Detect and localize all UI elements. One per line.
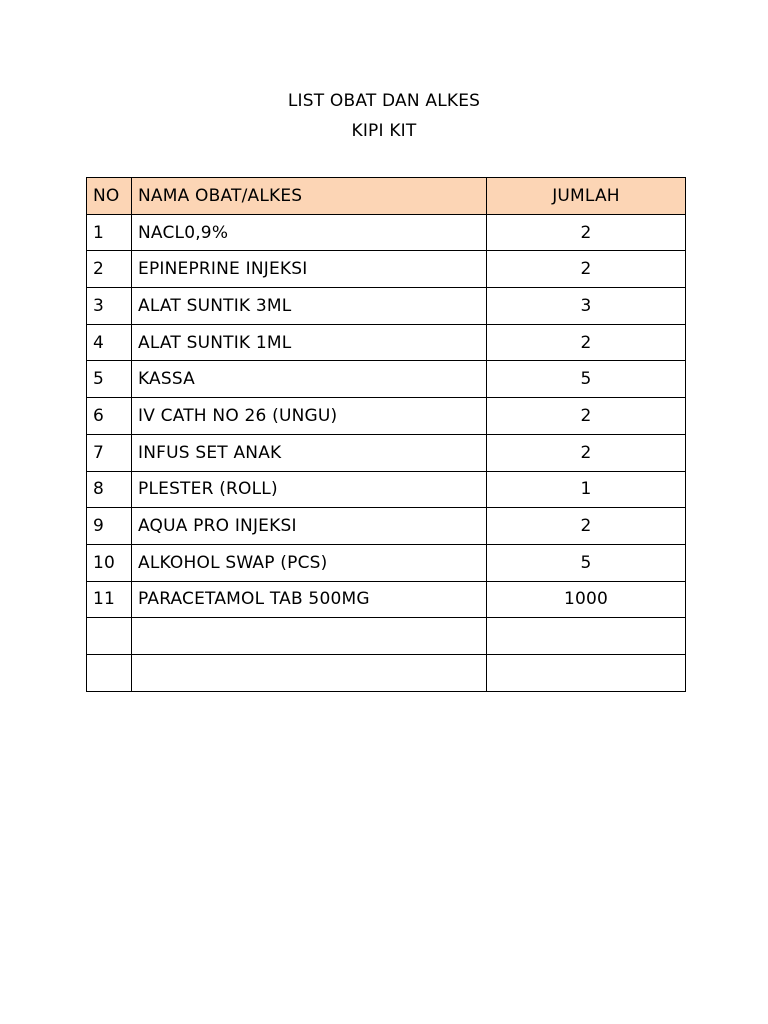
row-no: [87, 654, 132, 691]
row-name: ALKOHOL SWAP (PCS): [132, 544, 487, 581]
row-no: 2: [87, 251, 132, 288]
table-row: [87, 288, 686, 325]
table-row-empty: [87, 618, 686, 655]
table-row: [87, 324, 686, 361]
row-name: [132, 654, 487, 691]
medicine-table: [86, 177, 686, 692]
row-qty: 3: [487, 288, 686, 325]
row-name: KASSA: [132, 361, 487, 398]
row-name: INFUS SET ANAK: [132, 434, 487, 471]
row-name: [132, 618, 487, 655]
row-qty: 2: [487, 398, 686, 435]
row-no: 5: [87, 361, 132, 398]
table-header-row: [87, 178, 686, 215]
row-qty: 5: [487, 361, 686, 398]
row-qty: 1000: [487, 581, 686, 618]
row-qty: 1: [487, 471, 686, 508]
document-title: LIST OBAT DAN ALKES: [287, 91, 481, 111]
table-row: [87, 434, 686, 471]
row-name: NACL0,9%: [132, 214, 487, 251]
table-row: [87, 471, 686, 508]
row-no: 4: [87, 324, 132, 361]
row-no: 9: [87, 508, 132, 545]
row-no: 10: [87, 544, 132, 581]
header-no: NO: [87, 178, 132, 215]
row-no: 3: [87, 288, 132, 325]
document-subtitle: KIPI KIT: [351, 121, 417, 141]
row-qty: 2: [487, 508, 686, 545]
row-name: PLESTER (ROLL): [132, 471, 487, 508]
row-qty: 2: [487, 324, 686, 361]
table-row: [87, 398, 686, 435]
header-name: NAMA OBAT/ALKES: [132, 178, 487, 215]
row-no: 6: [87, 398, 132, 435]
row-name: ALAT SUNTIK 3ML: [132, 288, 487, 325]
table-row: [87, 581, 686, 618]
row-name: EPINEPRINE INJEKSI: [132, 251, 487, 288]
row-name: AQUA PRO INJEKSI: [132, 508, 487, 545]
row-no: 1: [87, 214, 132, 251]
row-qty: 2: [487, 251, 686, 288]
row-name: ALAT SUNTIK 1ML: [132, 324, 487, 361]
row-no: [87, 618, 132, 655]
row-qty: 5: [487, 544, 686, 581]
header-qty: JUMLAH: [487, 178, 686, 215]
table-row: [87, 214, 686, 251]
row-qty: 2: [487, 214, 686, 251]
row-no: 8: [87, 471, 132, 508]
row-no: 11: [87, 581, 132, 618]
table-row: [87, 361, 686, 398]
row-name: PARACETAMOL TAB 500MG: [132, 581, 487, 618]
row-qty: [487, 618, 686, 655]
table-row-empty: [87, 654, 686, 691]
row-qty: [487, 654, 686, 691]
table-row: [87, 251, 686, 288]
table-row: [87, 508, 686, 545]
row-name: IV CATH NO 26 (UNGU): [132, 398, 487, 435]
row-no: 7: [87, 434, 132, 471]
row-qty: 2: [487, 434, 686, 471]
table-row: [87, 544, 686, 581]
